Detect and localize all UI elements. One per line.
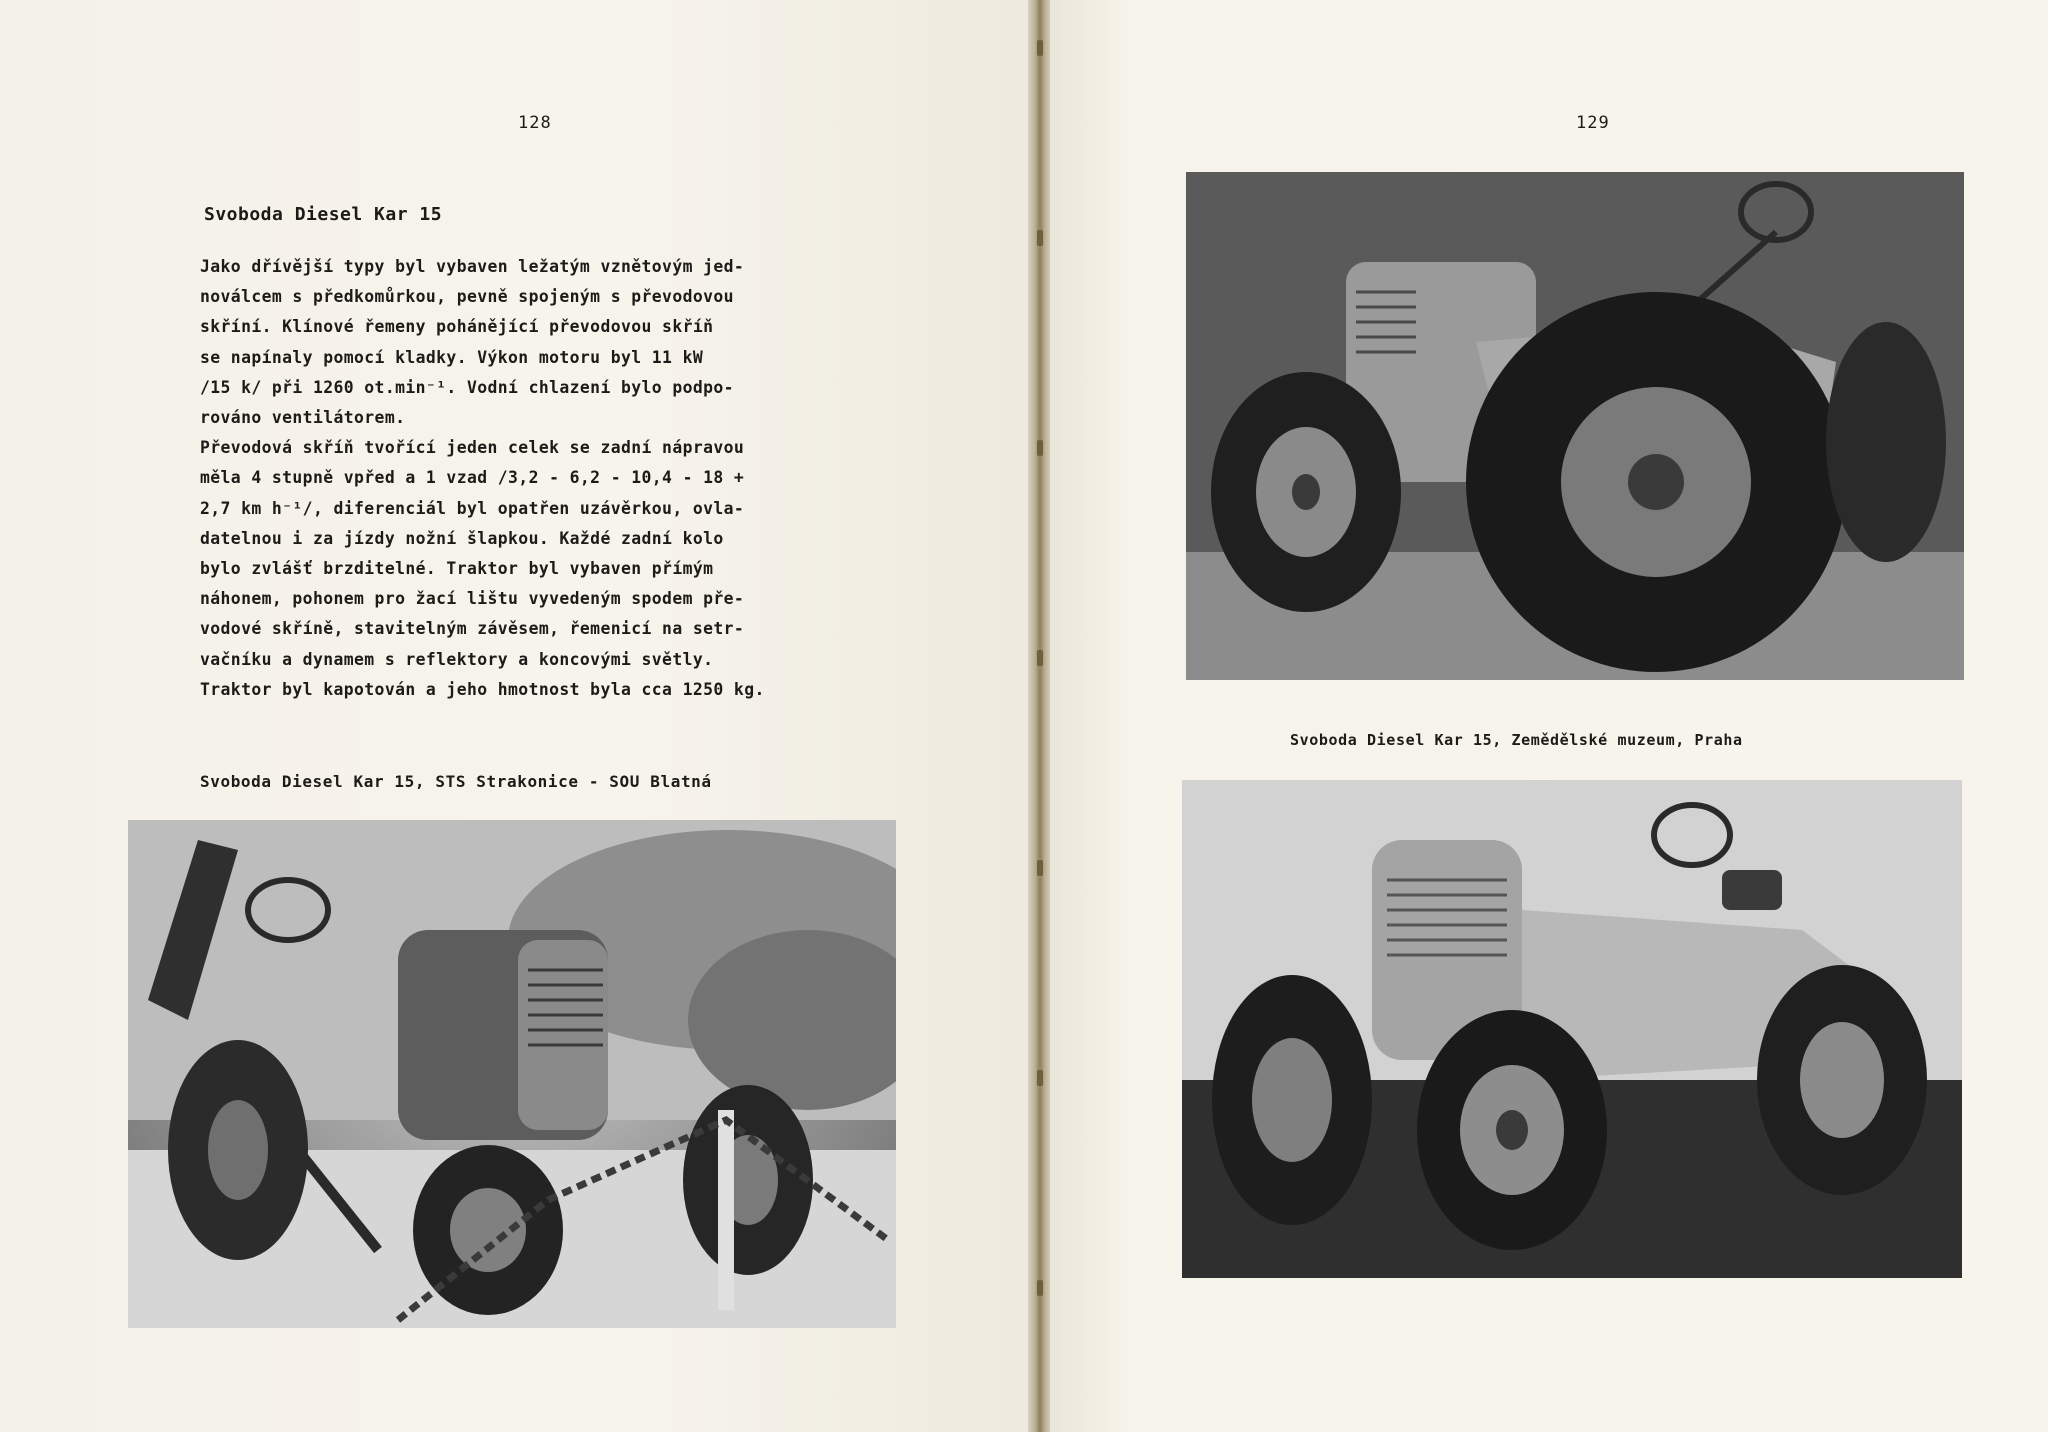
page-number-right: 129 — [1576, 113, 1610, 133]
binding-stitch — [1037, 860, 1043, 876]
body-line: Traktor byl kapotován a jeho hmotnost byla cca 1250 kg. — [200, 679, 765, 699]
tractor-photo-rear-view — [1186, 172, 1964, 680]
body-text — [200, 252, 860, 705]
body-line: vodové skříně, stavitelným závěsem, řemenicí na setr- — [200, 619, 745, 639]
tractor-photo-with-mower — [128, 820, 896, 1328]
book-spine — [1028, 0, 1052, 1432]
body-line: náhonem, pohonem pro žací lištu vyvedeným spodem pře- — [200, 589, 745, 609]
body-line: měla 4 stupně vpřed a 1 vzad /3,2 - 6,2 - 10,4 - 18 + — [200, 468, 745, 488]
binding-stitch — [1037, 650, 1043, 666]
body-line: bylo zvlášť brzditelné. Traktor byl vybaven přímým — [200, 559, 714, 579]
body-line: noválcem s předkomůrkou, pevně spojeným s převodovou — [200, 287, 734, 307]
binding-stitch — [1037, 40, 1043, 56]
body-line: vačníku a dynamem s reflektory a koncovými světly. — [200, 649, 714, 669]
tractor-photo-front-view — [1182, 780, 1962, 1278]
page-number-left: 128 — [518, 113, 552, 133]
body-line: datelnou i za jízdy nožní šlapkou. Každé zadní kolo — [200, 528, 724, 548]
binding-stitch — [1037, 230, 1043, 246]
body-line: rováno ventilátorem. — [200, 408, 406, 428]
body-line: /15 k/ při 1260 ot.min⁻¹. Vodní chlazení bylo podpo- — [200, 377, 734, 397]
section-heading: Svoboda Diesel Kar 15 — [204, 204, 443, 225]
body-line: Jako dřívější typy byl vybaven ležatým vznětovým jed- — [200, 257, 745, 276]
body-line: Převodová skříň tvořící jeden celek se zadní nápravou — [200, 438, 745, 458]
photo-caption-left: Svoboda Diesel Kar 15, STS Strakonice - SOU Blatná — [200, 772, 712, 791]
binding-stitch — [1037, 440, 1043, 456]
body-line: skříní. Klínové řemeny pohánějící převodovou skříň — [200, 317, 714, 337]
binding-stitch — [1037, 1280, 1043, 1296]
body-line: se napínaly pomocí kladky. Výkon motoru byl 11 kW — [200, 347, 704, 367]
body-line: 2,7 km h⁻¹/, diferenciál byl opatřen uzávěrkou, ovla- — [200, 498, 745, 518]
binding-stitch — [1037, 1070, 1043, 1086]
photo-caption-right: Svoboda Diesel Kar 15, Zemědělské muzeum, Praha — [1290, 731, 1743, 749]
